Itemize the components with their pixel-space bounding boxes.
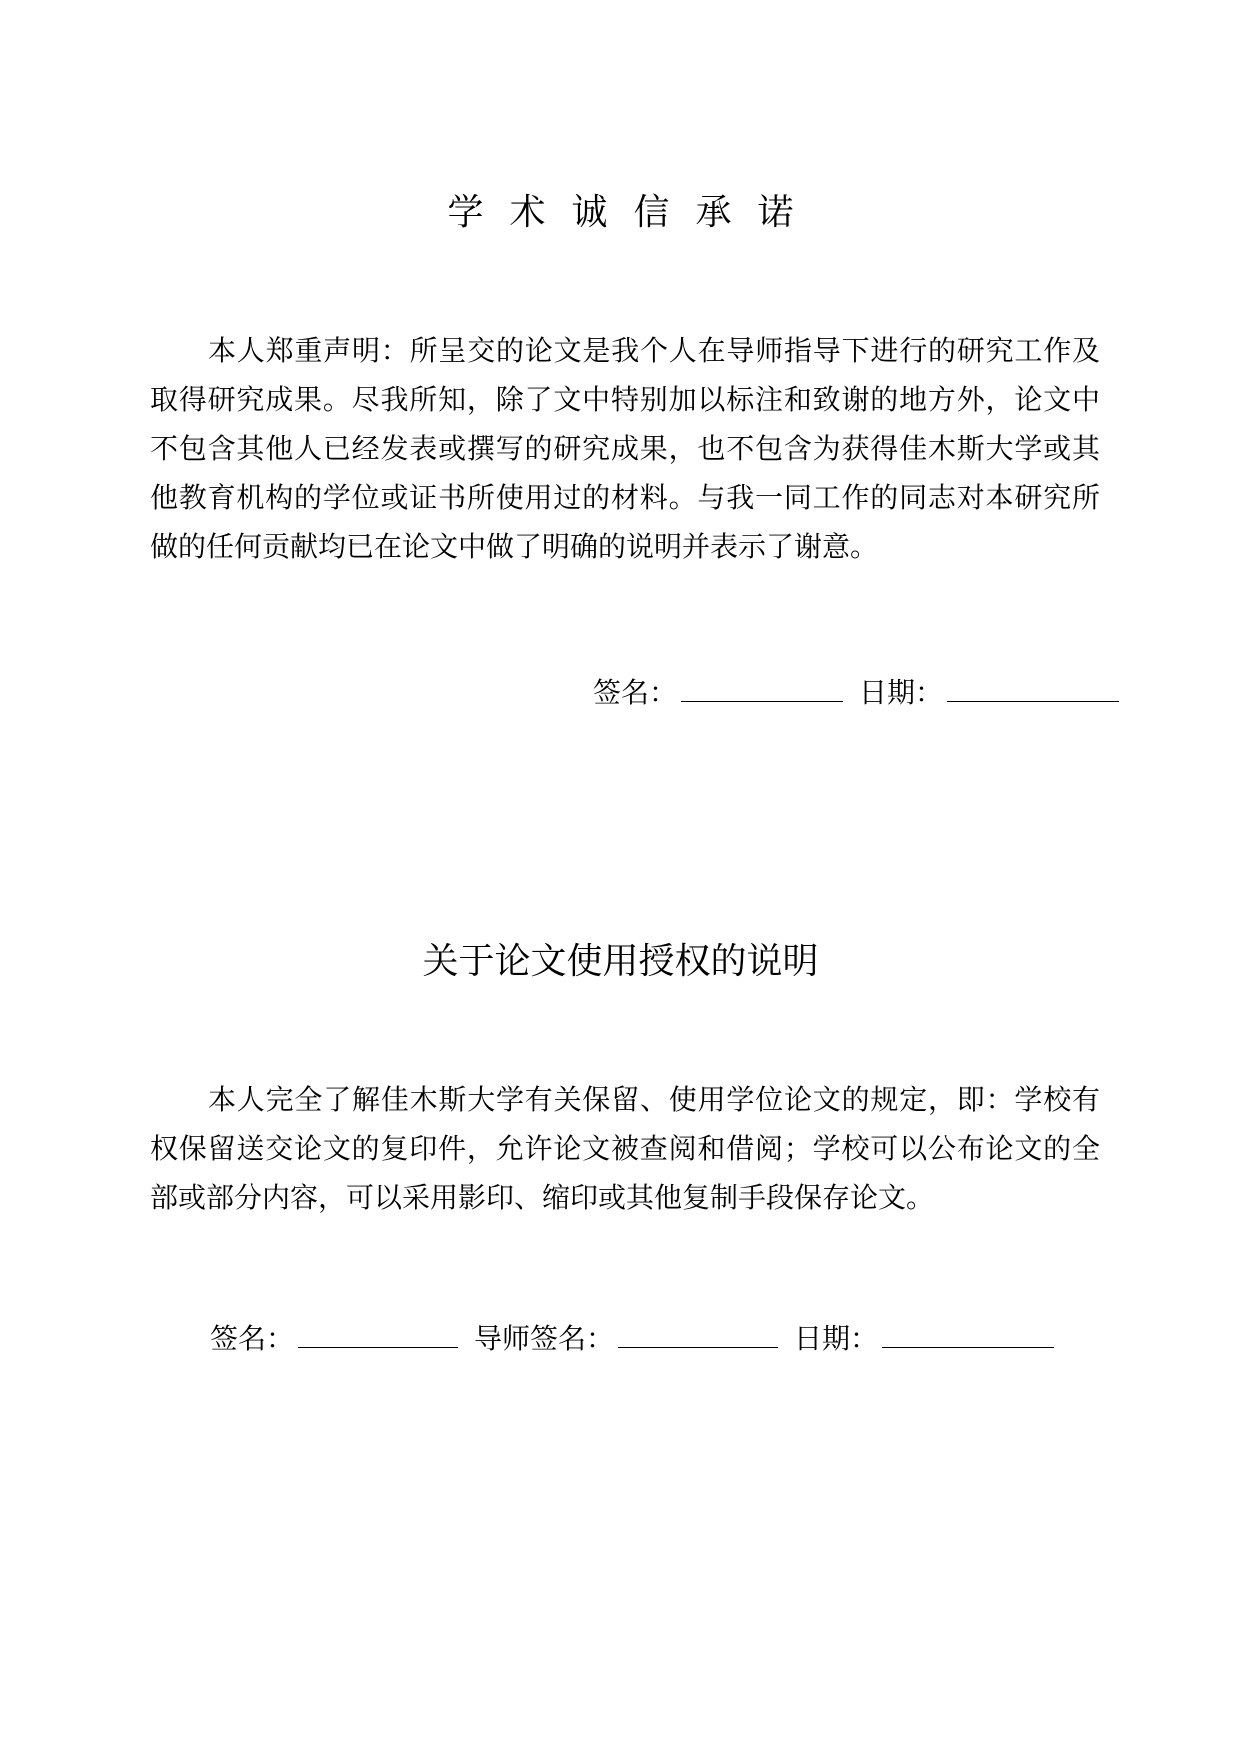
integrity-signature-line	[593, 669, 1119, 713]
authorization-paragraph: 本人完全了解佳木斯大学有关保留、使用学位论文的规定，即：学校有权保留送交论文的复印件，允许论文被查阅和借阅；学校可以公布论文的全部或部分内容，可以采用影印、缩印或其他复制手段保存论文。	[150, 1083, 1100, 1214]
signature-label: 签名：	[593, 676, 678, 709]
integrity-paragraph: 本人郑重声明：所呈交的论文是我个人在导师指导下进行的研究工作及取得研究成果。尽我所知，除了文中特别加以标注和致谢的地方外，论文中不包含其他人已经发表或撰写的研究成果，也不包含为获得佳木斯大学或其他教育机构的学位或证书所使用过的材料。与我一同工作的同志对本研究所做的任何贡献均已在论文中做了明确的说明并表示了谢意。	[150, 334, 1100, 563]
authorization-title: 关于论文使用授权的说明	[422, 941, 819, 982]
authorization-signature-line	[210, 1315, 1054, 1359]
advisor-signature-label: 导师签名：	[474, 1322, 615, 1355]
date-label: 日期：	[794, 1322, 879, 1355]
date-blank[interactable]	[947, 669, 1119, 702]
signature-blank[interactable]	[298, 1315, 458, 1348]
signature-label: 签名：	[210, 1322, 295, 1355]
advisor-signature-blank[interactable]	[618, 1315, 778, 1348]
signature-blank[interactable]	[681, 669, 843, 702]
date-blank[interactable]	[882, 1315, 1054, 1348]
date-label: 日期：	[859, 676, 944, 709]
integrity-title: 学术诚信承诺	[447, 192, 820, 233]
